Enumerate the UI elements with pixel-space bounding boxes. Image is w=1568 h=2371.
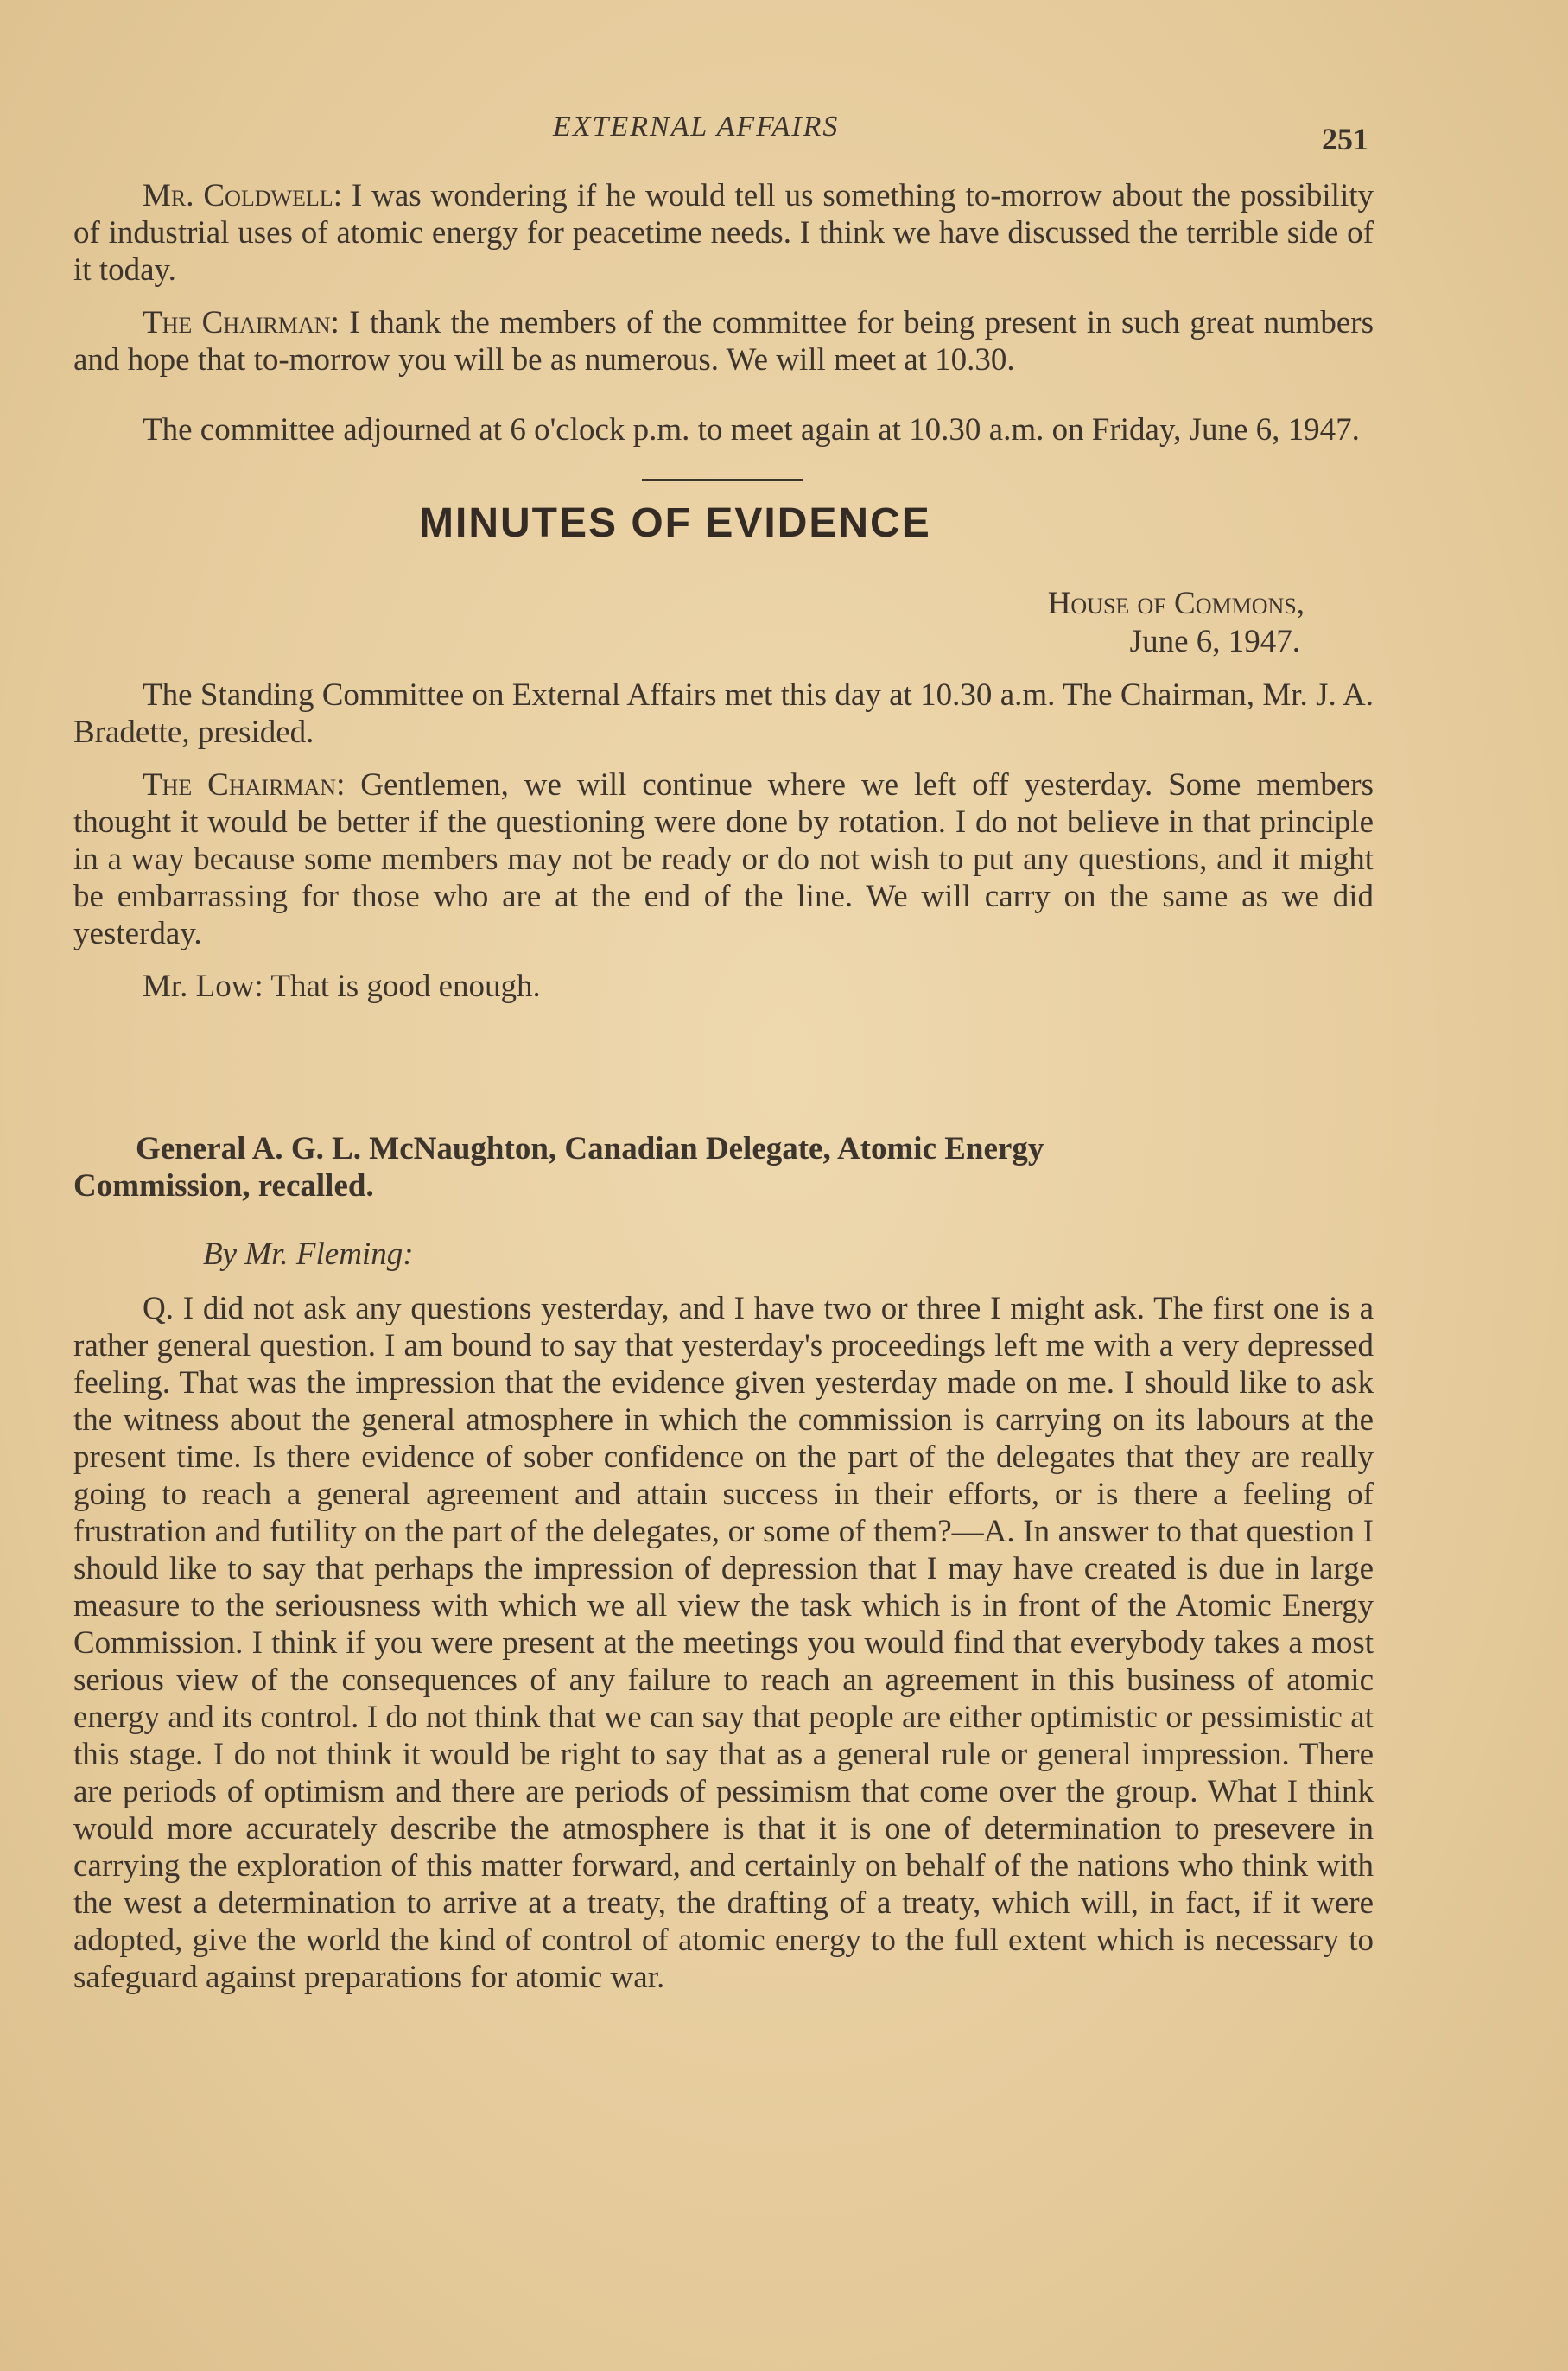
low-text: That is good enough.: [263, 969, 541, 1004]
speaker-chairman: The Chairman:: [143, 305, 340, 340]
meeting-opening: The Standing Committee on External Affairs met this day at 10.30 a.m. The Chairman, Mr. J. A. Bradette, presided.: [73, 677, 1374, 750]
witness-heading-line1: General A. G. L. McNaughton, Canadian Delegate, Atomic Energy: [136, 1131, 1044, 1166]
chairman-closing-remark: [73, 304, 1374, 378]
page-header: [0, 111, 1568, 154]
chairman-opening-text: Gentlemen, we will continue where we left off yesterday. Some members thought it would be better if the questioning were done by rotation. I do not believe in that principle in a way because some members may not be ready or do not wish to put any questions, and it might be embarrassing for those who are at the end of the line. We will carry on the same as we did yesterday.: [73, 767, 1374, 951]
coldwell-text: I was wondering if he would tell us something to-morrow about the possibility of industrial uses of atomic energy for peacetime needs. I think we have discussed the terrible side of it today.: [73, 178, 1374, 288]
low-remark: [73, 968, 1374, 1005]
section-title: MINUTES OF EVIDENCE: [419, 500, 931, 546]
dateline-place: House of Commons,: [1047, 586, 1305, 621]
dateline-date: June 6, 1947.: [1129, 624, 1300, 659]
section-divider: [642, 479, 803, 481]
page-body: [73, 177, 1374, 1996]
page-number: 251: [1322, 122, 1368, 156]
coldwell-remark: [73, 177, 1374, 289]
speaker-coldwell: Mr. Coldwell:: [143, 178, 342, 213]
running-title: EXTERNAL AFFAIRS: [553, 111, 840, 143]
chairman-closing-text: I thank the members of the committee for being present in such great numbers and hope that to-morrow you will be as numerous. We will meet at 10.30.: [73, 305, 1374, 378]
adjournment-notice: The committee adjourned at 6 o'clock p.m. to meet again at 10.30 a.m. on Friday, June 6, 1947.: [143, 412, 1360, 448]
speaker-low: Mr. Low:: [143, 969, 263, 1004]
testimony-paragraph: Q. I did not ask any questions yesterday, and I have two or three I might ask. The first one is a rather general question. I am bound to say that yesterday's proceedings left me with a very depressed feeling. That was the impression that the evidence given yesterday made on me. I should like to ask the witness about the general atmosphere in which the commission is carrying on its labours at the present time. Is there evidence of sober confidence on the part of the delegates that they are really going to reach a general agreement and attain success in their efforts, or is there a feeling of frustration and futility on the part of the delegates, or some of them?—A. In answer to that question I should like to say that perhaps the impression of depression that I may have created is due in large measure to the seriousness with which we all view the task which is in front of the Atomic Energy Commission. I think if you were present at the meetings you would find that everybody takes a most serious view of the consequences of any failure to reach an agreement in this business of atomic energy and its control. I do not think that we can say that people are either optimistic or pessimistic at this stage. I do not think it would be right to say that as a general rule or general impression. There are periods of optimism and there are periods of pessimism that come over the group. What I think would more accurately describe the atmosphere is that it is one of determination to presevere in carrying the exploration of this matter forward, and certainly on behalf of the nations who think with the west a determination to arrive at a treaty, the drafting of a treaty, which will, in fact, if it were adopted, give the world the kind of control of atomic energy to the full extent which is necessary to safeguard against preparations for atomic war.: [73, 1291, 1374, 1995]
speaker-chairman-2: The Chairman:: [143, 767, 346, 803]
witness-heading: [73, 1130, 1374, 1205]
witness-heading-line2: Commission, recalled.: [73, 1168, 374, 1204]
chairman-opening-remark: [73, 766, 1374, 952]
examiner-heading: By Mr. Fleming:: [203, 1236, 414, 1272]
